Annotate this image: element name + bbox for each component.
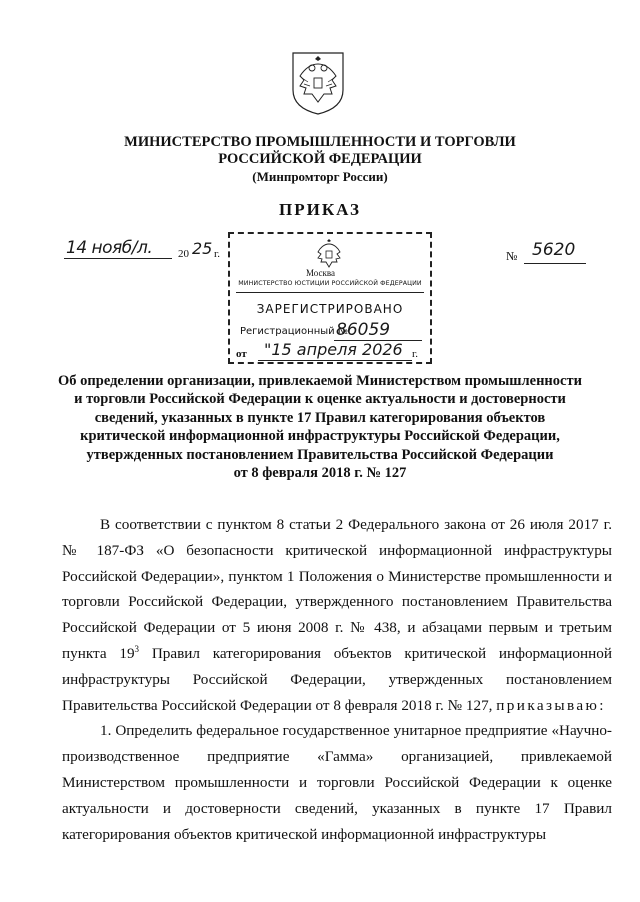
subject-line: и торговли Российской Федерации к оценке актуальности и достоверности bbox=[74, 391, 566, 408]
order-number-prefix: № bbox=[506, 249, 518, 263]
order-number-handwritten: 5620 bbox=[532, 240, 576, 260]
date-underline bbox=[64, 258, 172, 259]
state-emblem-icon bbox=[290, 50, 346, 116]
subject-line: критической информационной инфраструктуры Российской Федерации, bbox=[80, 428, 560, 445]
order-number bbox=[506, 242, 586, 268]
stamp-from-date: "15 апреля 2026 bbox=[264, 340, 403, 359]
ministry-name-line2: РОССИЙСКОЙ ФЕДЕРАЦИИ bbox=[218, 151, 422, 167]
stamp-reg-number: 86059 bbox=[336, 320, 391, 340]
order-year-handwritten: 25 bbox=[192, 239, 213, 258]
stamp-reg-label: Регистрационный № bbox=[240, 326, 349, 337]
stamp-ministry: МИНИСТЕРСТВО ЮСТИЦИИ РОССИЙСКОЙ ФЕДЕРАЦИИ bbox=[238, 280, 422, 287]
ministry-abbreviation: (Минпромторг России) bbox=[252, 169, 388, 184]
stamp-date-underline bbox=[258, 360, 412, 361]
subject-line: от 8 февраля 2018 г. № 127 bbox=[233, 465, 407, 482]
subject-line: сведений, указанных в пункте 17 Правил категорирования объектов bbox=[94, 409, 546, 426]
number-underline bbox=[524, 263, 586, 264]
ministry-header bbox=[0, 134, 640, 185]
document-type-title: ПРИКАЗ bbox=[279, 200, 361, 219]
stamp-registered: ЗАРЕГИСТРИРОВАНО bbox=[256, 302, 404, 316]
body-paragraph-2: 1. Определить федеральное государственное унитарное предприятие «Научно-производственное предприятие «Гамма» организацией, привлекаемой Министерством промышленности и торговли Российской Федерации к оценке актуальности и достоверности сведений, указанных в пункте 17 Правил категорирования объектов критической информационной инфраструктуры bbox=[62, 722, 612, 843]
order-year-suffix: г. bbox=[214, 248, 221, 260]
stamp-city: Москва bbox=[306, 268, 335, 278]
para1-start: В соответствии с пунктом 8 статьи 2 Федерального закона от 26 июля 2017 г. № 187-ФЗ «О безопасности критической информационной инфраструктуры Российской Федерации», пунктом 1 Положения о Министерстве промышленности и торговли Российской Федерации, утвержденного постановлением Правительства Российской Федерации от 5 июня 2008 г. № 438, и абзацами первым и третьим пункта 19 bbox=[62, 516, 612, 662]
order-body bbox=[62, 512, 612, 847]
stamp-divider bbox=[236, 292, 424, 293]
subject-line: утвержденных постановлением Правительства Российской Федерации bbox=[86, 446, 554, 463]
subject-line: Об определении организации, привлекаемой Министерством промышленности bbox=[58, 373, 582, 389]
para1-rest: Правил категорирования объектов критической информационной инфраструктуры Российской Федерации, утвержденных постановлением Правительства Российской Федерации от 8 февраля 2018 г. № 127, bbox=[62, 644, 612, 714]
body-paragraph-1 bbox=[62, 512, 612, 718]
order-date-handwritten: 14 нояб/л. bbox=[66, 238, 153, 258]
para1-directive: приказываю: bbox=[496, 696, 606, 714]
para1-superscript: 3 bbox=[134, 643, 140, 654]
order-year-prefix: 20 bbox=[178, 248, 189, 260]
stamp-from-label: от bbox=[236, 348, 247, 360]
registration-stamp bbox=[228, 232, 432, 364]
ministry-name-line1: МИНИСТЕРСТВО ПРОМЫШЛЕННОСТИ И ТОРГОВЛИ bbox=[124, 134, 516, 150]
order-date bbox=[64, 236, 234, 266]
stamp-emblem-icon bbox=[314, 238, 344, 270]
order-subject bbox=[20, 372, 620, 482]
stamp-year-suffix: г. bbox=[412, 348, 419, 360]
